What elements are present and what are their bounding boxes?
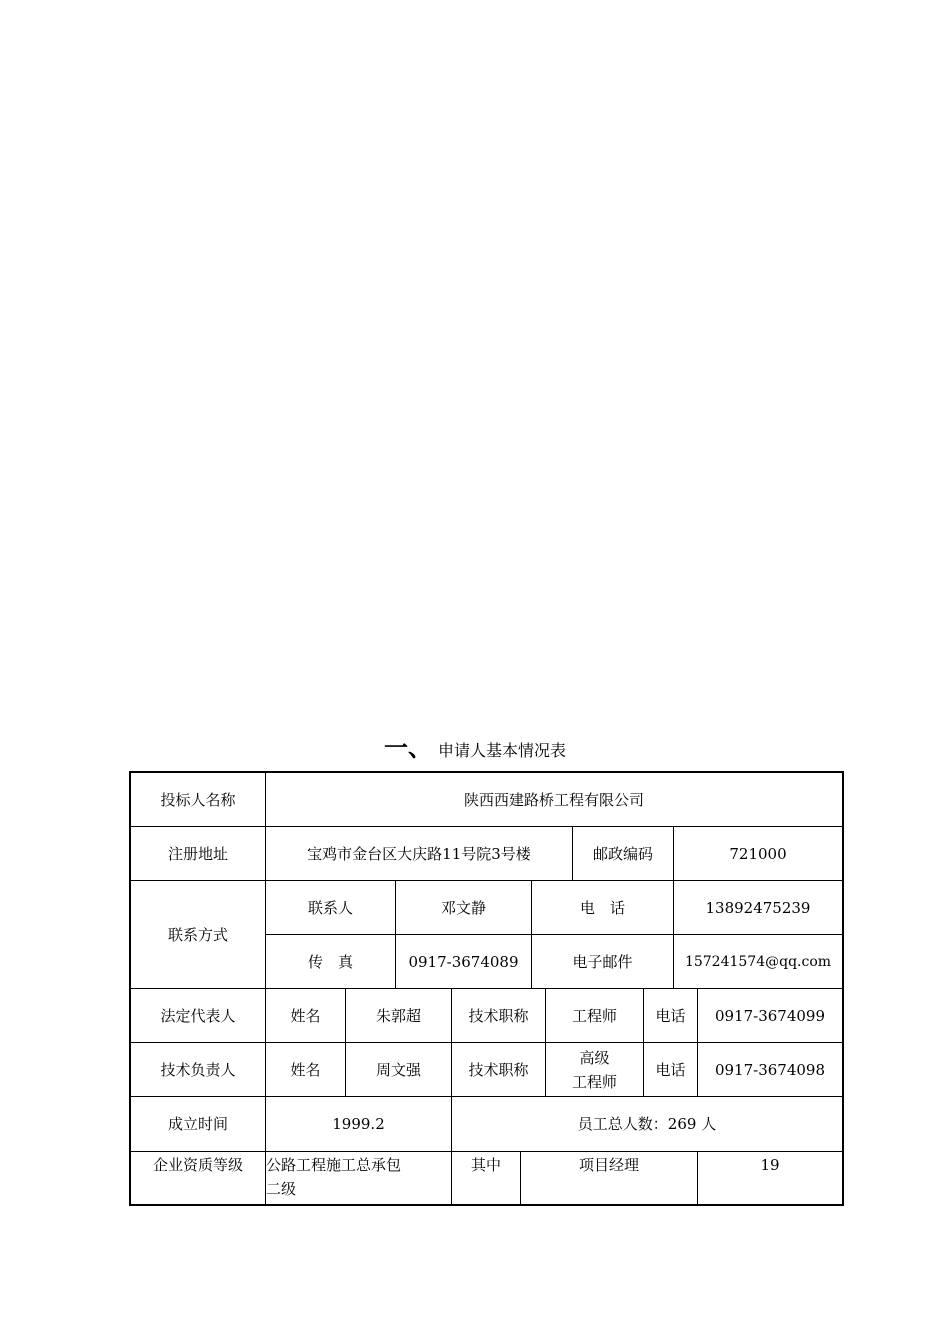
project-manager-count: 19 (760, 1156, 780, 1174)
tech-lead-title-label: 技术职称 (468, 1060, 529, 1079)
qualification-line2: 二级 (266, 1180, 297, 1198)
legal-rep-phone-label: 电话 (655, 1006, 686, 1025)
among-label: 其中 (470, 1156, 501, 1174)
founded-label: 成立时间 (167, 1115, 228, 1133)
fax-label: 传 真 (307, 952, 353, 971)
tech-lead-title-line1: 高级 (579, 1048, 610, 1067)
address-label: 注册地址 (167, 844, 228, 863)
contact-method-label: 联系方式 (167, 925, 228, 944)
legal-rep-name: 朱郭超 (375, 1006, 421, 1025)
section-title: 申请人基本情况表 (437, 741, 566, 760)
contact-person-label: 联系人 (307, 898, 353, 917)
qualification-label: 企业资质等级 (152, 1156, 243, 1174)
page-title (0, 732, 950, 764)
tech-lead-name: 周文强 (375, 1060, 421, 1079)
phone-label: 电 话 (579, 898, 625, 917)
founded-value: 1999.2 (332, 1115, 385, 1133)
email-value: 157241574@qq.com (684, 953, 832, 970)
tech-lead-label: 技术负责人 (160, 1060, 236, 1079)
section-number: 一、 (383, 733, 432, 762)
postcode-value: 721000 (729, 844, 787, 863)
postcode-label: 邮政编码 (592, 844, 653, 863)
table-border-bottom (129, 1204, 844, 1206)
qualification-line1: 公路工程施工总承包 (266, 1156, 402, 1174)
tech-lead-name-label: 姓名 (290, 1060, 321, 1079)
email-label: 电子邮件 (572, 952, 633, 971)
address-value: 宝鸡市金台区大庆路11号院3号楼 (307, 844, 531, 863)
bidder-name-value: 陕西西建路桥工程有限公司 (463, 790, 644, 809)
qualification-value (266, 1152, 451, 1204)
bidder-name-label: 投标人名称 (160, 790, 236, 809)
legal-rep-label: 法定代表人 (160, 1006, 236, 1025)
project-manager-label: 项目经理 (578, 1156, 639, 1174)
tech-lead-phone: 0917-3674098 (714, 1060, 826, 1079)
legal-rep-name-label: 姓名 (290, 1006, 321, 1025)
tech-lead-title (546, 1043, 643, 1096)
legal-rep-phone: 0917-3674099 (714, 1006, 826, 1025)
tech-lead-title-line2: 工程师 (571, 1072, 617, 1091)
legal-rep-title: 工程师 (571, 1006, 617, 1025)
fax-value: 0917-3674089 (408, 952, 519, 971)
legal-rep-title-label: 技术职称 (468, 1006, 529, 1025)
tech-lead-phone-label: 电话 (655, 1060, 686, 1079)
phone-value: 13892475239 (705, 898, 811, 917)
contact-person-value: 邓文静 (440, 898, 486, 917)
staff-count: 员工总人数：269 人 (577, 1115, 717, 1133)
